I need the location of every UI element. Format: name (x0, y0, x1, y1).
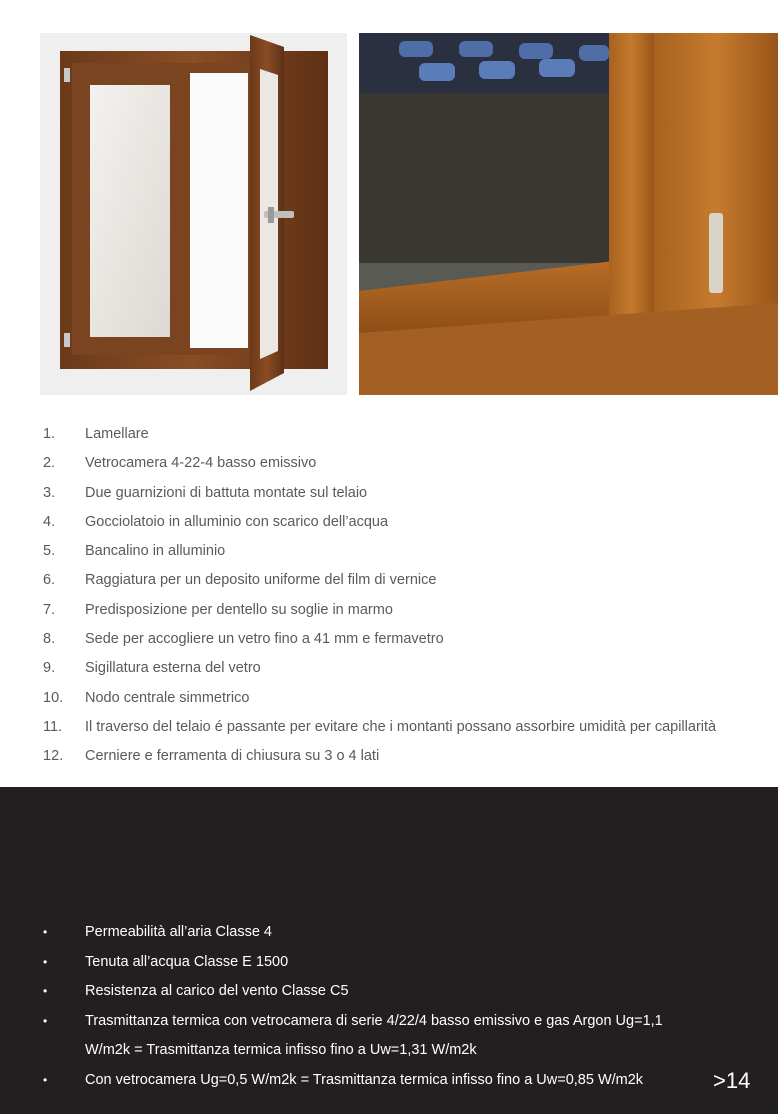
list-item (0, 479, 778, 508)
item-number: 7. (43, 601, 56, 618)
list-item (0, 1066, 778, 1096)
item-text: Raggiatura per un deposito uniforme del film di vernice (85, 572, 437, 589)
list-item (0, 684, 778, 713)
bullet-icon: • (43, 1013, 48, 1028)
item-number: 11. (43, 718, 63, 735)
list-item (0, 625, 778, 654)
item-text: Sigillatura esterna del vetro (85, 660, 261, 677)
list-item (0, 449, 778, 478)
window-photo (40, 33, 347, 395)
item-text: Cerniere e ferramenta di chiusura su 3 o 4 lati (85, 748, 380, 765)
list-item (0, 948, 778, 978)
item-text: Con vetrocamera Ug=0,5 W/m2k = Trasmittanza termica infisso fino a Uw=0,85 W/m2k (85, 1071, 644, 1088)
item-number: 8. (43, 631, 56, 648)
bullet-icon: • (43, 984, 48, 998)
features-list (0, 420, 778, 772)
performance-list (0, 918, 778, 1095)
list-item (0, 654, 778, 683)
item-text: Vetrocamera 4-22-4 basso emissivo (85, 455, 317, 472)
item-number: 3. (43, 484, 56, 501)
list-item (0, 508, 778, 537)
bullet-icon: • (43, 925, 48, 939)
item-number: 6. (43, 572, 56, 589)
item-text: Sede per accogliere un vetro fino a 41 mm e fermavetro (85, 631, 444, 648)
item-number: 1. (43, 426, 56, 442)
item-text: Lamellare (85, 426, 149, 442)
list-item (0, 566, 778, 595)
item-text: Due guarnizioni di battuta montate sul telaio (85, 484, 368, 501)
item-number: 2. (43, 455, 56, 472)
list-item (0, 596, 778, 625)
item-text: Bancalino in alluminio (85, 543, 226, 560)
item-text: Nodo centrale simmetrico (85, 689, 250, 706)
item-text: Permeabilità all’aria Classe 4 (85, 924, 272, 940)
page-number: >14 (713, 1068, 751, 1093)
item-number: 12. (43, 748, 64, 765)
list-item (0, 1007, 778, 1066)
item-number: 5. (43, 543, 56, 560)
list-item (0, 977, 778, 1007)
item-text: Predisposizione per dentello su soglie in marmo (85, 601, 393, 618)
window-detail-photo (359, 33, 778, 395)
list-item (0, 742, 778, 771)
item-text: Il traverso del telaio é passante per evitare che i montanti possano assorbire umidità per capillarità (85, 718, 717, 735)
list-item (0, 537, 778, 566)
item-text: Resistenza al carico del vento Classe C5 (85, 983, 349, 999)
list-item (0, 420, 778, 449)
item-number: 10. (43, 689, 64, 706)
list-item (0, 713, 778, 742)
item-number: 4. (43, 513, 56, 530)
bullet-icon: • (43, 1072, 48, 1087)
item-number: 9. (43, 660, 56, 677)
list-item (0, 918, 778, 948)
item-text: Gocciolatoio in alluminio con scarico dell’acqua (85, 513, 389, 530)
item-text: Tenuta all’acqua Classe E 1500 (85, 953, 289, 970)
bullet-icon: • (43, 954, 48, 969)
item-text: Trasmittanza termica con vetrocamera di serie 4/22/4 basso emissivo e gas Argon Ug=1,1 W/m2k = Trasmittanza termica infisso fino a Uw=1,31 W/m2k (85, 1012, 663, 1058)
